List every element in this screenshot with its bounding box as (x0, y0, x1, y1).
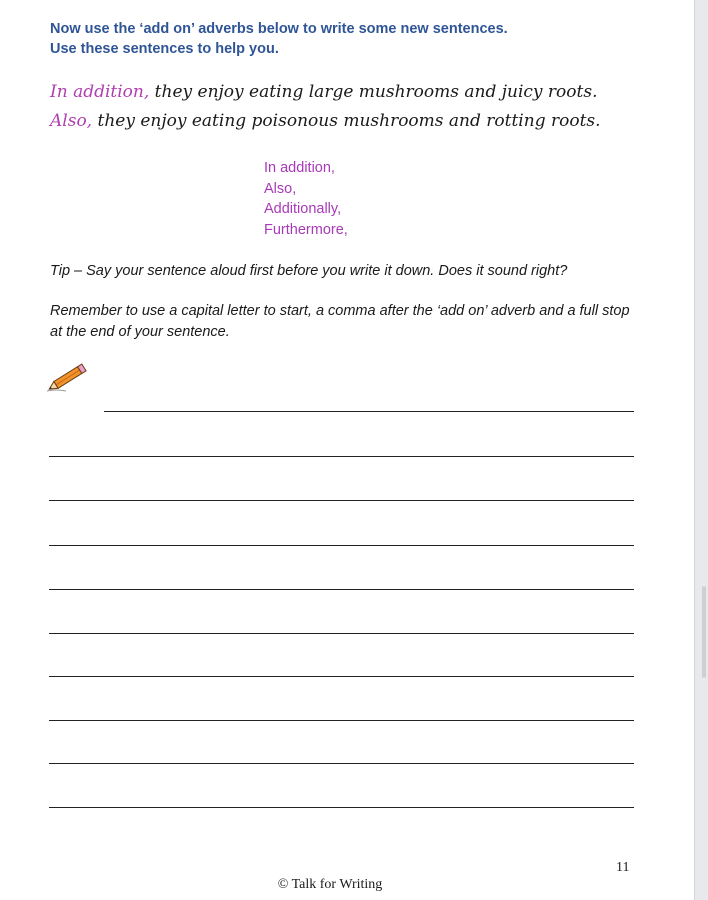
writing-line[interactable] (49, 763, 634, 764)
page-number: 11 (616, 860, 630, 875)
tip-text: Tip – Say your sentence aloud first before you write it down. Does it sound right? (50, 263, 568, 279)
writing-line[interactable] (49, 720, 634, 721)
example-text: they enjoy eating poisonous mushrooms and rotting roots. (92, 111, 601, 131)
pencil-icon (44, 362, 90, 394)
adverb-item: In addition, (264, 160, 335, 176)
writing-line[interactable] (49, 807, 634, 808)
example-adverb: Also, (50, 111, 93, 131)
copyright-footer: © Talk for Writing (277, 877, 383, 892)
writing-line[interactable] (49, 633, 634, 634)
adverb-word-bank (264, 158, 348, 240)
example-sentence-1 (50, 82, 597, 102)
writing-line[interactable] (49, 676, 634, 677)
scrollbar-thumb[interactable] (702, 586, 706, 678)
reminder-text: Remember to use a capital letter to start, a comma after the ‘add on’ adverb and a full stop at the end of your sentence. (50, 303, 630, 340)
adverb-item: Also, (264, 180, 297, 197)
adverb-item: Furthermore, (264, 221, 348, 238)
instructions-line-1: Now use the ‘add on’ adverbs below to write some new sentences. (50, 21, 508, 37)
viewer-margin (694, 0, 708, 900)
writing-line[interactable] (49, 545, 634, 546)
example-text: they enjoy eating large mushrooms and juicy roots. (149, 82, 598, 102)
example-sentence-2 (50, 111, 601, 131)
writing-line[interactable] (49, 456, 634, 457)
writing-line[interactable] (104, 411, 634, 412)
writing-line[interactable] (49, 589, 634, 590)
instructions-line-2: Use these sentences to help you. (50, 41, 279, 57)
instructions-heading (50, 19, 508, 59)
adverb-item: Additionally, (264, 201, 342, 217)
example-adverb: In addition, (50, 82, 150, 102)
writing-line[interactable] (49, 500, 634, 501)
